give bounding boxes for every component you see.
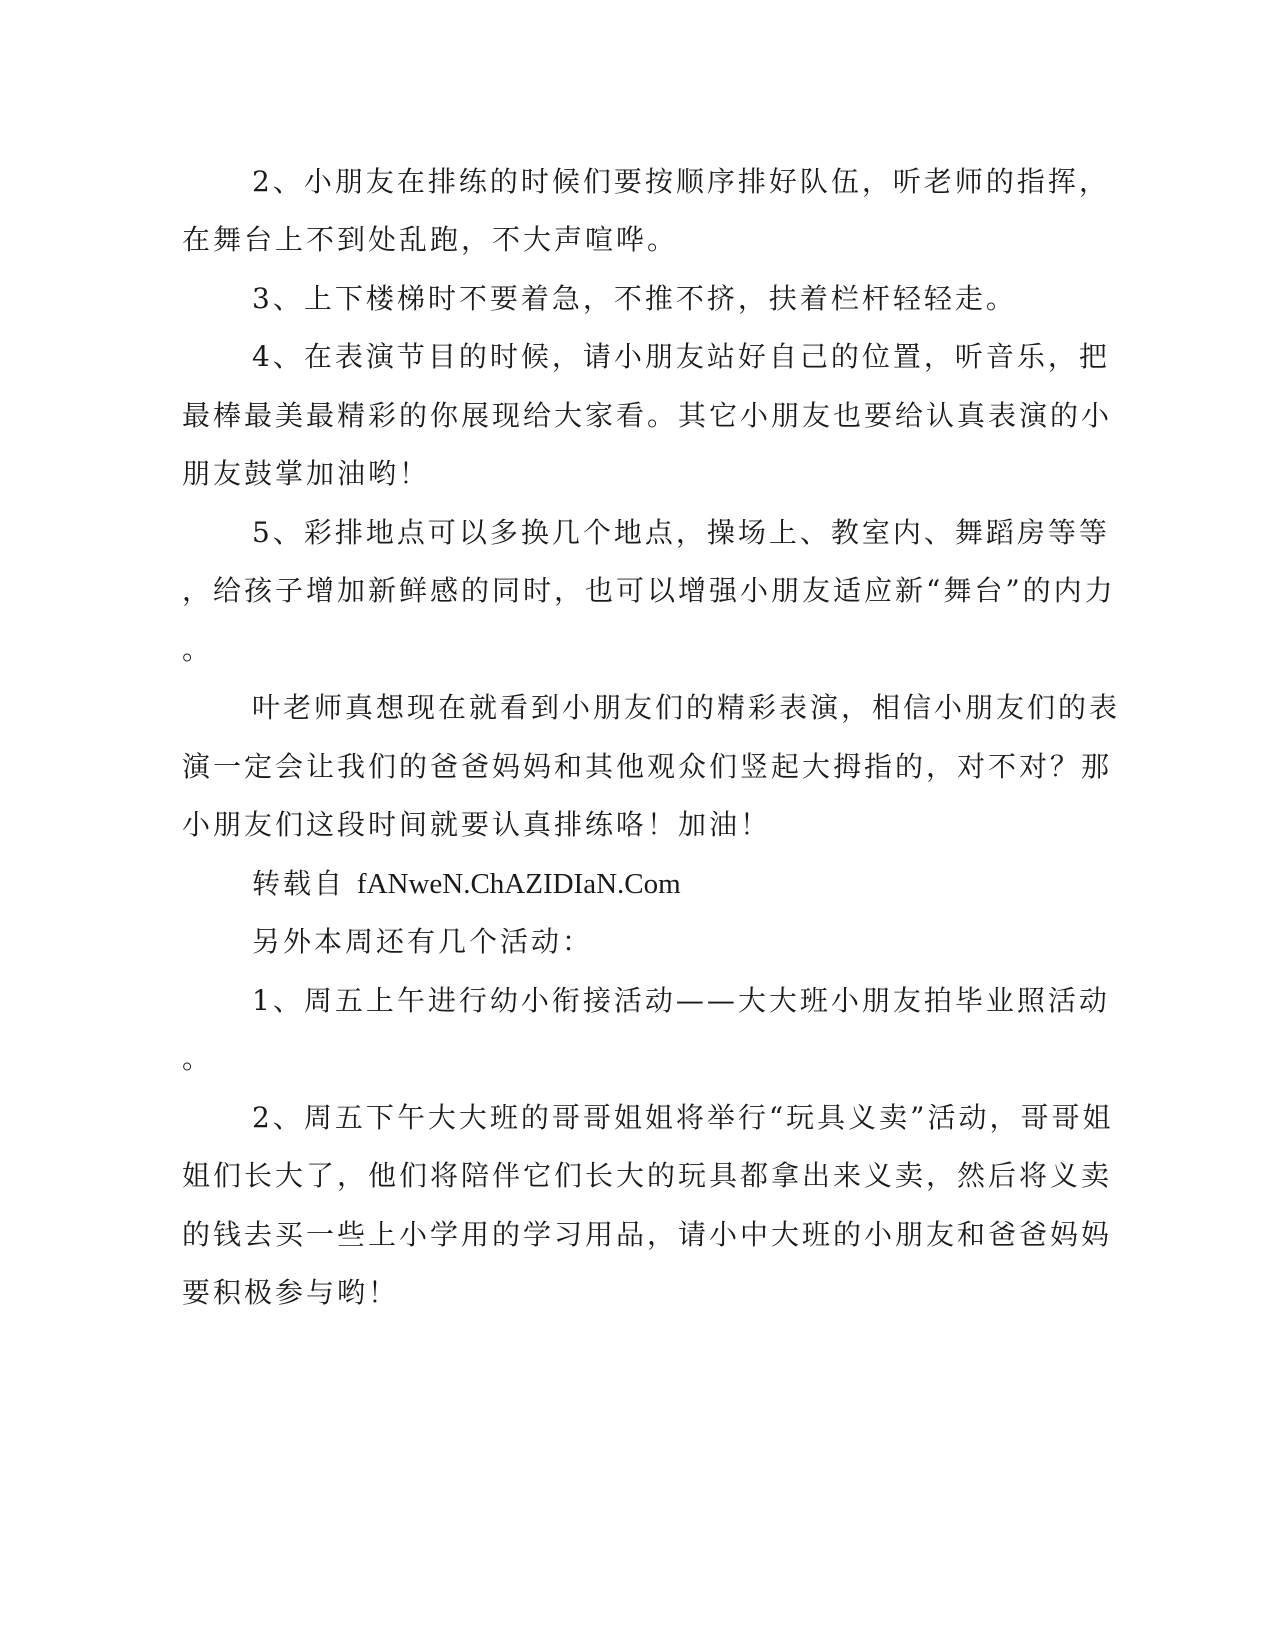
para-5-line-1: 5、彩排地点可以多换几个地点，操场上、教室内、舞蹈房等等	[252, 516, 1110, 549]
activity-1-line-2: 。	[182, 1042, 214, 1075]
activities-heading: 另外本周还有几个活动：	[252, 925, 594, 958]
para-5-line-3: 。	[182, 633, 214, 666]
para-2-line-2: 在舞台上不到处乱跑，不大声喧哗。	[182, 223, 679, 256]
para-4-line-1: 4、在表演节目的时候，请小朋友站好自己的位置，听音乐，把	[252, 340, 1110, 373]
activity-1-line-1: 1、周五上午进行幼小衔接活动——大大班小朋友拍毕业照活动	[252, 984, 1110, 1017]
activity-2-line-3: 的钱去买一些上小学用的学习用品，请小中大班的小朋友和爸爸妈妈	[182, 1218, 1113, 1251]
activity-2-line-1: 2、周五下午大大班的哥哥姐姐将举行“玩具义卖”活动，哥哥姐	[252, 1101, 1114, 1134]
para-4-line-3: 朋友鼓掌加油哟！	[182, 457, 431, 490]
source-prefix: 转载自	[252, 867, 357, 900]
source-line	[252, 864, 681, 904]
para-teacher-line-3: 小朋友们这段时间就要认真排练咯！加油！	[182, 808, 772, 841]
activity-2-line-2: 姐们长大了，他们将陪伴它们长大的玩具都拿出来义卖，然后将义卖	[182, 1159, 1113, 1192]
para-teacher-line-2: 演一定会让我们的爸爸妈妈和其他观众们竖起大拇指的，对不对？那	[182, 750, 1113, 783]
para-teacher-line-1: 叶老师真想现在就看到小朋友们的精彩表演，相信小朋友们的表	[252, 691, 1121, 724]
source-url: fANweN.ChAZIDIaN.Com	[356, 868, 681, 900]
activity-2-line-4: 要积极参与哟！	[182, 1276, 400, 1309]
para-2-line-1: 2、小朋友在排练的时候们要按顺序排好队伍，听老师的指挥，	[252, 165, 1110, 198]
para-3-line-1: 3、上下楼梯时不要着急，不推不挤，扶着栏杆轻轻走。	[252, 282, 1017, 315]
para-5-line-2: ，给孩子增加新鲜感的同时，也可以增强小朋友适应新“舞台”的内力	[182, 574, 1116, 607]
para-4-line-2: 最棒最美最精彩的你展现给大家看。其它小朋友也要给认真表演的小	[182, 399, 1113, 432]
